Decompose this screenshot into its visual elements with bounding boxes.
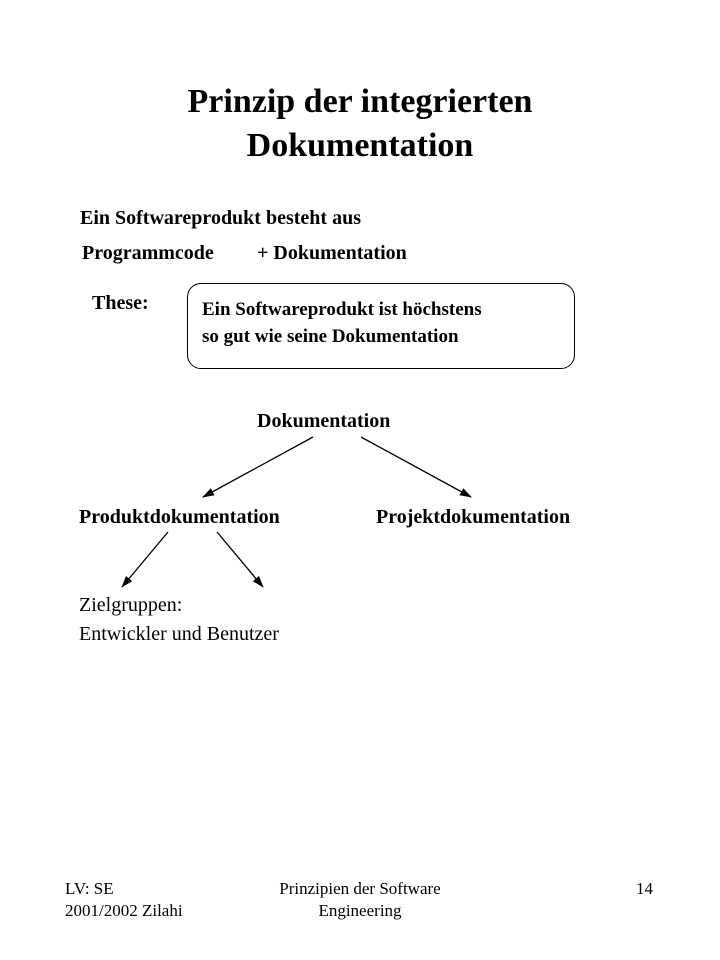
thesis-line-2: so gut wie seine Dokumentation	[202, 326, 459, 347]
arrow-root-to-product	[203, 437, 313, 497]
arrow-product-to-target-right	[217, 532, 263, 587]
page-number-value: 14	[636, 879, 653, 898]
target-groups-values: Entwickler und Benutzer	[79, 623, 279, 645]
plus-documentation-label: + Dokumentation	[257, 242, 407, 264]
target-groups	[79, 591, 279, 649]
page-number	[636, 878, 653, 900]
footer-course: LV: SE	[65, 879, 114, 898]
tree-root-documentation: Dokumentation	[257, 410, 391, 432]
footer-topic-line-2: Engineering	[318, 901, 402, 920]
tree-node-project-documentation: Projektdokumentation	[376, 506, 571, 528]
program-code-label: Programmcode	[82, 242, 214, 264]
slide-title-line-2: Dokumentation	[246, 127, 474, 164]
footer-topic-line-1: Prinzipien der Software	[279, 879, 441, 898]
intro-line: Ein Softwareprodukt besteht aus	[80, 207, 361, 229]
arrow-product-to-target-left	[122, 532, 168, 587]
footer-topic	[0, 878, 720, 922]
thesis-label: These:	[92, 292, 149, 314]
footer-year-author: 2001/2002 Zilahi	[65, 901, 183, 920]
tree-node-product-documentation: Produktdokumentation	[79, 506, 280, 528]
thesis-line-1: Ein Softwareprodukt ist höchstens	[202, 299, 482, 320]
target-groups-label: Zielgruppen:	[79, 594, 183, 616]
slide-title-line-1: Prinzip der integrierten	[187, 83, 533, 120]
arrow-root-to-project	[361, 437, 471, 497]
